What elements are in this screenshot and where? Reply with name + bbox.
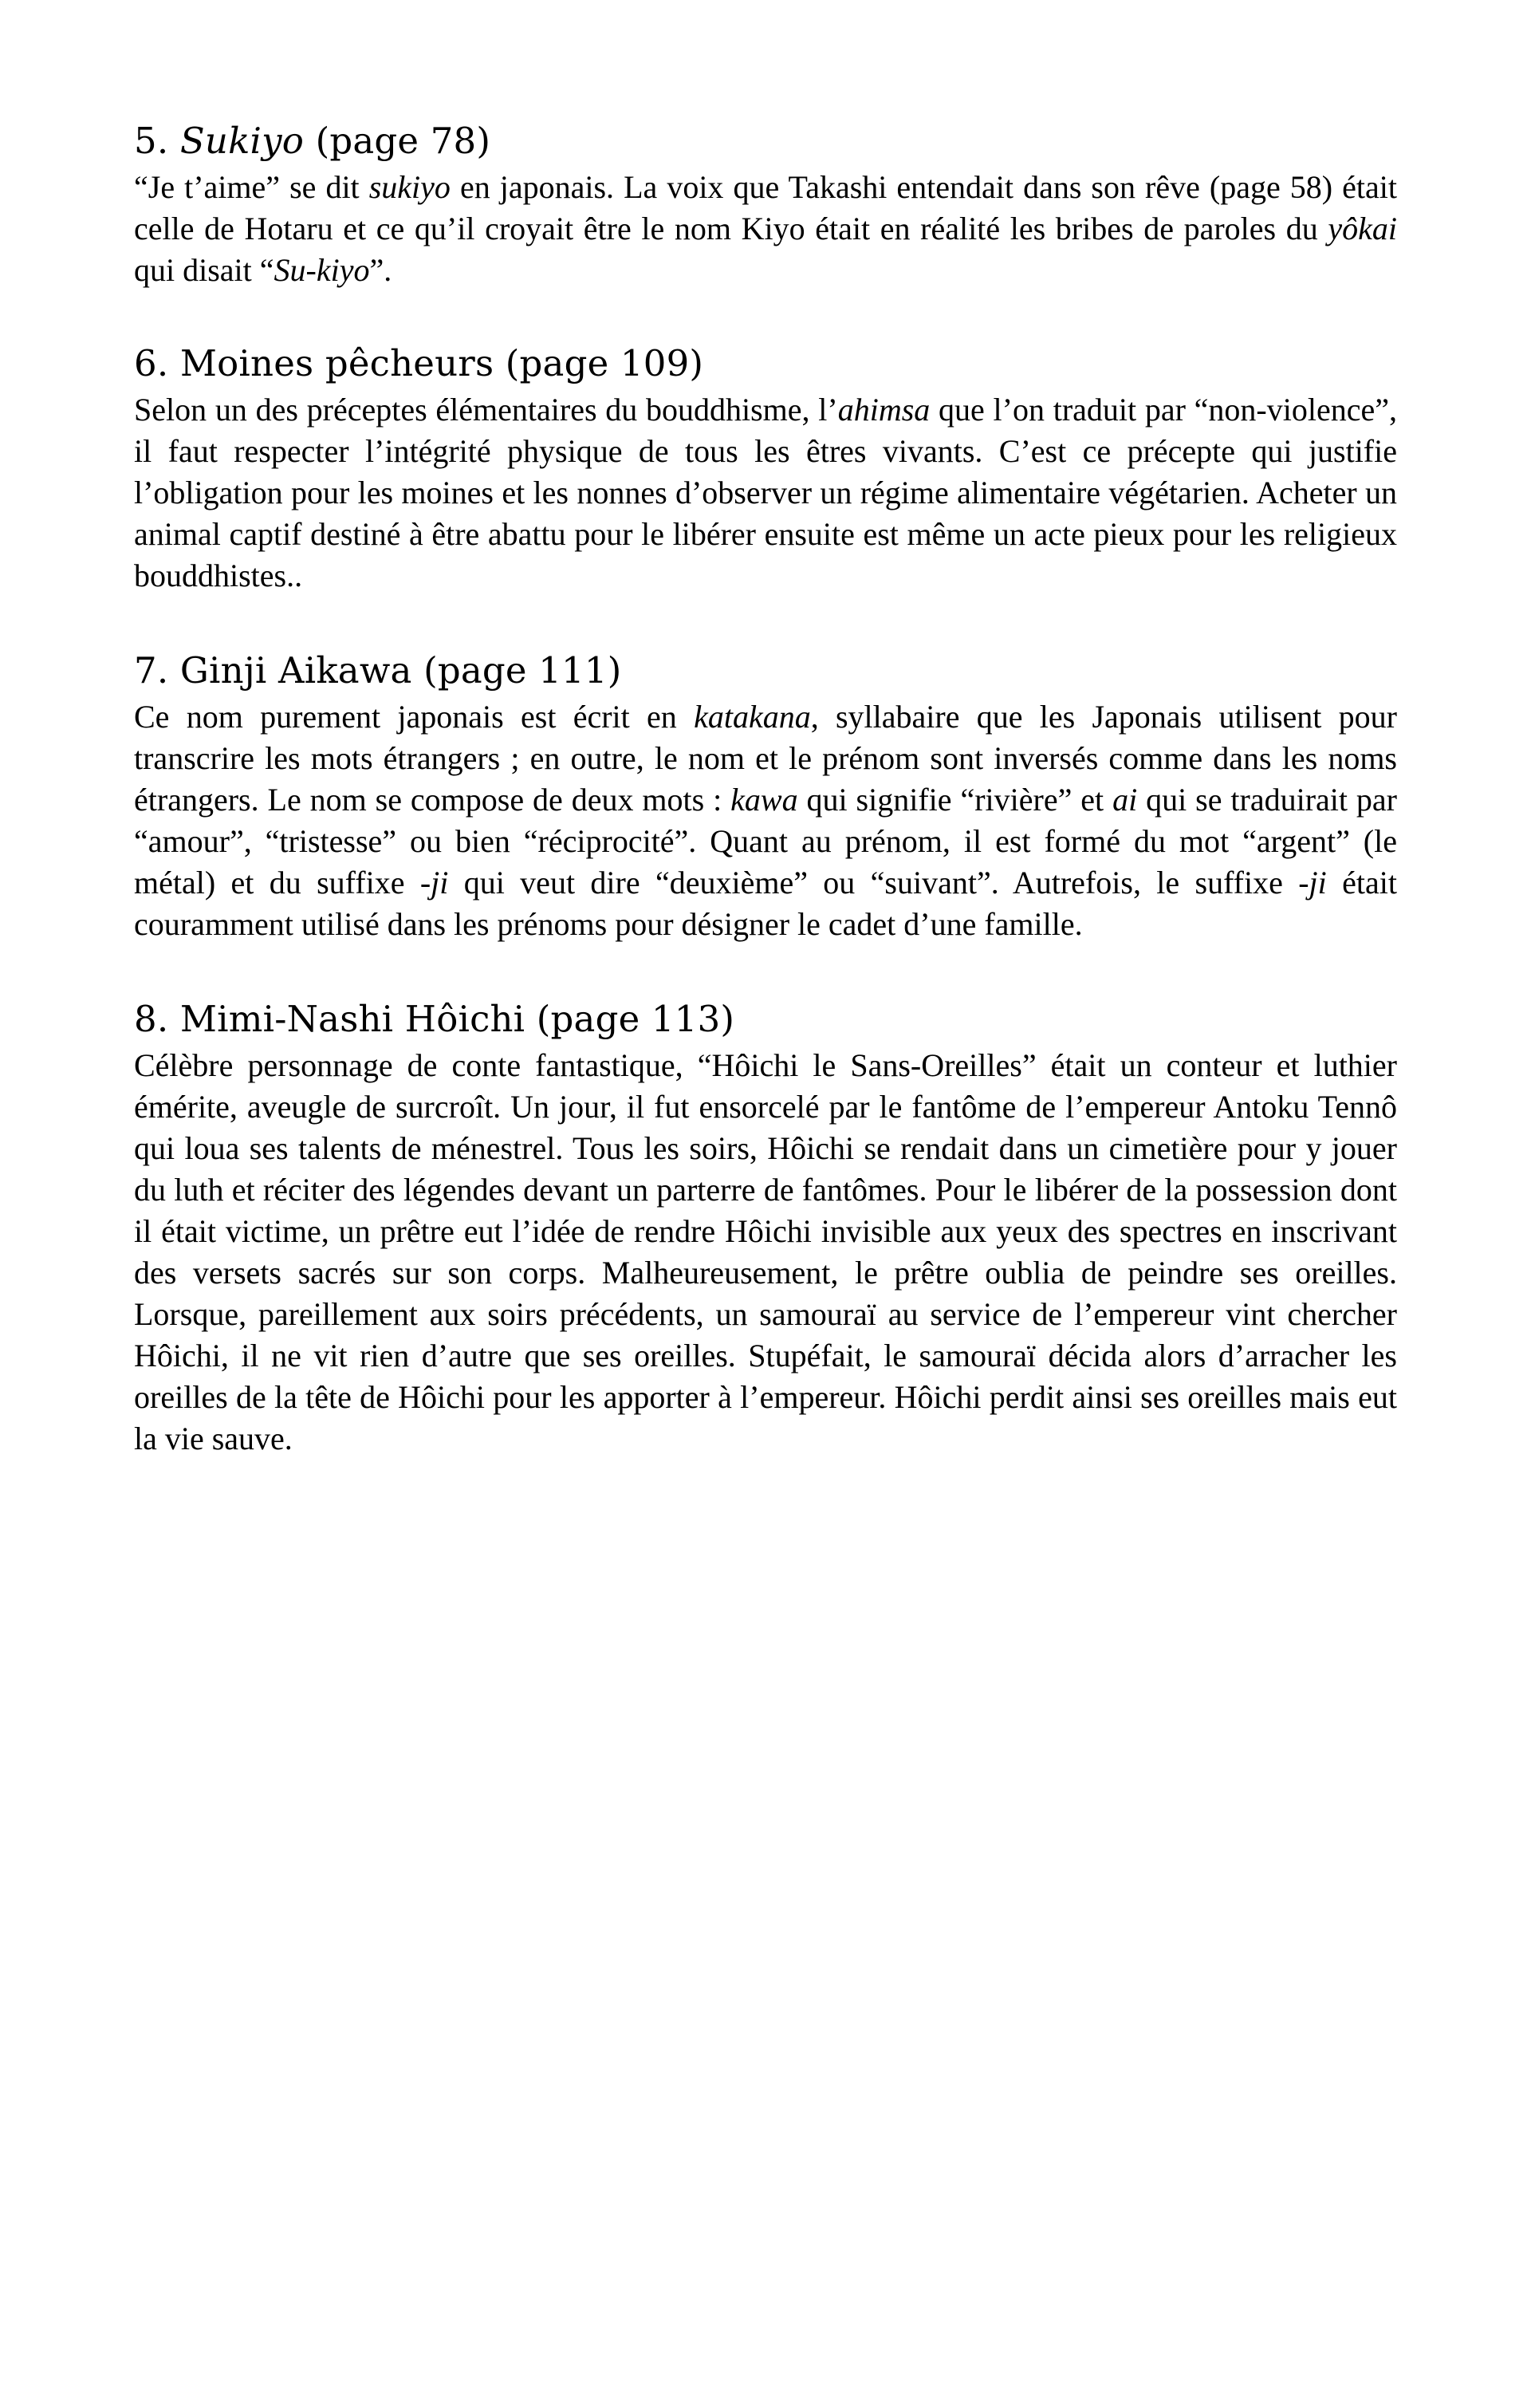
section-paragraph-sukiyo: “Je t’aime” se dit sukiyo en japonais. La voix que Takashi entendait dans son rêve (page 58) était celle de Hotaru et ce qu’il croyait être le nom Kiyo était en réalité les bribes de paroles du yôkai qui disait “Su-kiyo”. xyxy=(134,169,1397,289)
section-number: 7. xyxy=(134,649,169,692)
section-number: 8. xyxy=(134,998,169,1041)
section-paragraph-mimi-nashi-hoichi: Célèbre personnage de conte fantastique, “Hôichi le Sans-Oreilles” était un conteur et luthier émérite, aveugle de surcroît. Un jour, il fut ensorcelé par le fantôme de l’empereur Antoku Tennô qui loua ses talents de ménestrel. Tous les soirs, Hôichi se rendait dans un cimetière pour y jouer du luth et réciter des légendes devant un parterre de fantômes. Pour le libérer de la possession dont il était victime, un prêtre eut l’idée de rendre Hôichi invisible aux yeux des spectres en inscrivant des versets sacrés sur son corps. Malheureusement, le prêtre oublia de peindre ses oreilles. Lorsque, pareillement aux soirs précédents, un samouraï au service de l’empereur vint chercher Hôichi, il ne vit rien d’autre que ses oreilles. Stupéfait, le samouraï décida alors d’arracher les oreilles de la tête de Hôichi pour les apporter à l’empereur. Hôichi perdit ainsi ses oreilles mais eut la vie sauve. xyxy=(134,1047,1397,1457)
section-paragraph-moines-pecheurs: Selon un des préceptes élémentaires du bouddhisme, l’ahimsa que l’on traduit par “non-violence”, il faut respecter l’intégrité physique de tous les êtres vivants. C’est ce précepte qui justifie l’obligation pour les moines et les nonnes d’observer un régime alimentaire végétarien. Acheter un animal captif destiné à être abattu pour le libérer ensuite est même un acte pieux pour les religieux bouddhistes.. xyxy=(134,392,1397,594)
section-heading-moines-pecheurs xyxy=(134,342,1397,384)
section-ginji-aikawa xyxy=(134,649,1397,945)
section-mimi-nashi-hoichi xyxy=(134,998,1397,1460)
section-heading-mimi-nashi-hoichi xyxy=(134,998,1397,1040)
section-moines-pecheurs xyxy=(134,342,1397,597)
section-title-rest: Moines pêcheurs (page 109) xyxy=(179,342,704,385)
section-sukiyo xyxy=(134,120,1397,291)
section-paragraph-ginji-aikawa: Ce nom purement japonais est écrit en katakana, syllabaire que les Japonais utilisent pour transcrire les mots étrangers ; en outre, le nom et le prénom sont inversés comme dans les noms étrangers. Le nom se compose de deux mots : kawa qui signifie “rivière” et ai qui se traduirait par “amour”, “tristesse” ou bien “réciprocité”. Quant au prénom, il est formé du mot “argent” (le métal) et du suffixe -ji qui veut dire “deuxième” ou “suivant”. Autrefois, le suffixe -ji était couramment utilisé dans les prénoms pour désigner le cadet d’une famille. xyxy=(134,699,1398,943)
section-number: 6. xyxy=(134,342,169,385)
section-title-rest: Ginji Aikawa (page 111) xyxy=(179,649,622,692)
section-title-rest: (page 78) xyxy=(315,120,491,162)
section-title-rest: Mimi-Nashi Hôichi (page 113) xyxy=(179,998,735,1041)
section-title-italic: Sukiyo xyxy=(179,120,305,162)
section-heading-ginji-aikawa xyxy=(134,649,1397,692)
section-heading-sukiyo xyxy=(134,120,1397,162)
section-number: 5. xyxy=(134,120,169,162)
